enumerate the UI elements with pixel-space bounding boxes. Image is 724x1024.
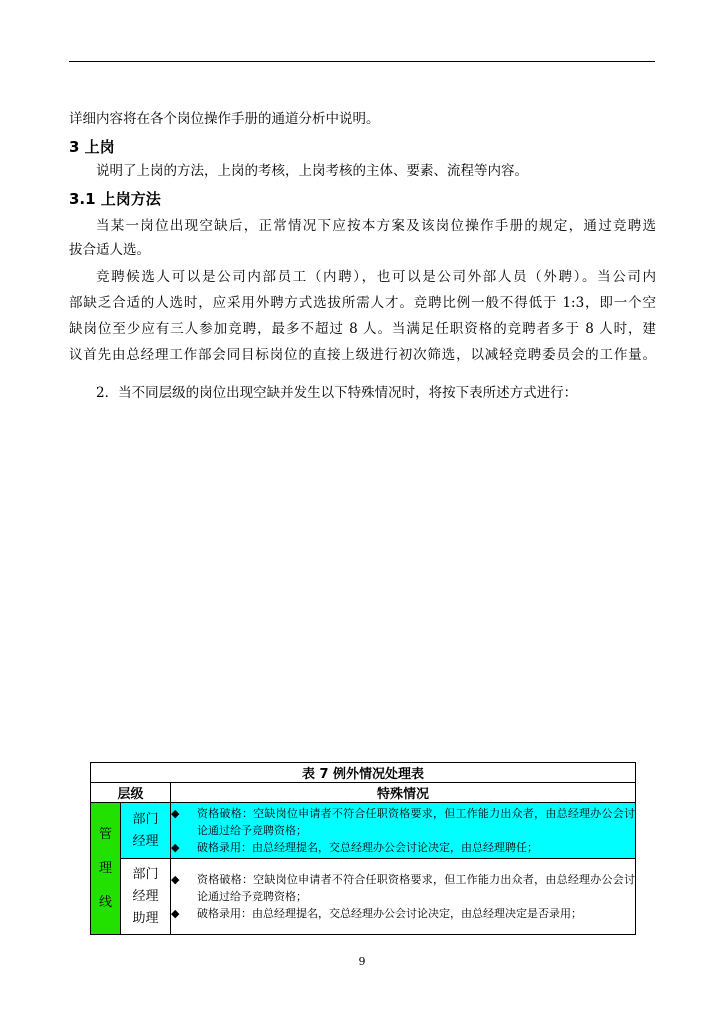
section-3-1-heading: 3.1 上岗方法	[69, 190, 161, 208]
table-caption: 表 7 例外情况处理表	[91, 763, 636, 783]
list-item: ◆ 资格破格：空缺岗位申请者不符合任职资格要求，但工作能力出众者，由总经理办公会讨论通过给予竞聘资格；	[171, 873, 635, 903]
group-char: 线	[98, 894, 112, 910]
diamond-bullet-icon: ◆	[171, 841, 180, 854]
para2-line4: 议首先由总经理工作部会同目标岗位的直接上级进行初次筛选，以减轻竞聘委员会的工作量。	[69, 347, 656, 363]
col-header-level: 层级	[91, 783, 171, 803]
group-char: 管	[98, 826, 112, 842]
group-char: 理	[98, 860, 112, 876]
exception-table	[90, 762, 636, 935]
row-items-dept-manager	[171, 803, 636, 859]
list-item: ◆ 资格破格：空缺岗位申请者不符合任职资格要求，但工作能力出众者，由总经理办公会讨论通过给予竞聘资格；	[171, 807, 635, 837]
para2-line3: 缺岗位至少应有三人参加竞聘，最多不超过 8 人。当满足任职资格的竞聘者多于 8 人时，建	[69, 321, 656, 337]
header-rule	[69, 61, 655, 62]
row-label-dept-manager: 部门 经理	[121, 803, 171, 859]
para1-line2: 拔合适人选。	[69, 242, 150, 258]
para3: 2．当不同层级的岗位出现空缺并发生以下特殊情况时，将按下表所述方式进行：	[96, 385, 578, 401]
para2-line1: 竞聘候选人可以是公司内部员工（内聘），也可以是公司外部人员（外聘）。当公司内	[96, 269, 656, 285]
section-3-desc: 说明了上岗的方法，上岗的考核，上岗考核的主体、要素、流程等内容。	[96, 163, 528, 179]
row-label-dept-manager-assistant: 部门 经理 助理	[121, 859, 171, 935]
section-3-heading: 3 上岗	[69, 138, 115, 156]
col-header-special: 特殊情况	[171, 783, 636, 803]
list-item: ◆ 破格录用：由总经理提名，交总经理办公会讨论决定，由总经理决定是否录用；	[171, 907, 582, 920]
diamond-bullet-icon: ◆	[171, 907, 180, 920]
diamond-bullet-icon: ◆	[171, 807, 180, 820]
diamond-bullet-icon: ◆	[171, 873, 180, 886]
page-number: 9	[358, 955, 366, 968]
para1-line1: 当某一岗位出现空缺后，正常情况下应按本方案及该岗位操作手册的规定，通过竞聘选	[96, 218, 656, 234]
para2-line2: 部缺乏合适的人选时，应采用外聘方式选拔所需人才。竞聘比例一般不得低于 1:3，即一个空	[69, 295, 656, 311]
intro-line: 详细内容将在各个岗位操作手册的通道分析中说明。	[69, 111, 380, 127]
group-cell-management	[91, 803, 121, 935]
list-item: ◆ 破格录用：由总经理提名，交总经理办公会讨论决定，由总经理聘任；	[171, 841, 538, 854]
row-items-dept-manager-assistant	[171, 859, 636, 935]
